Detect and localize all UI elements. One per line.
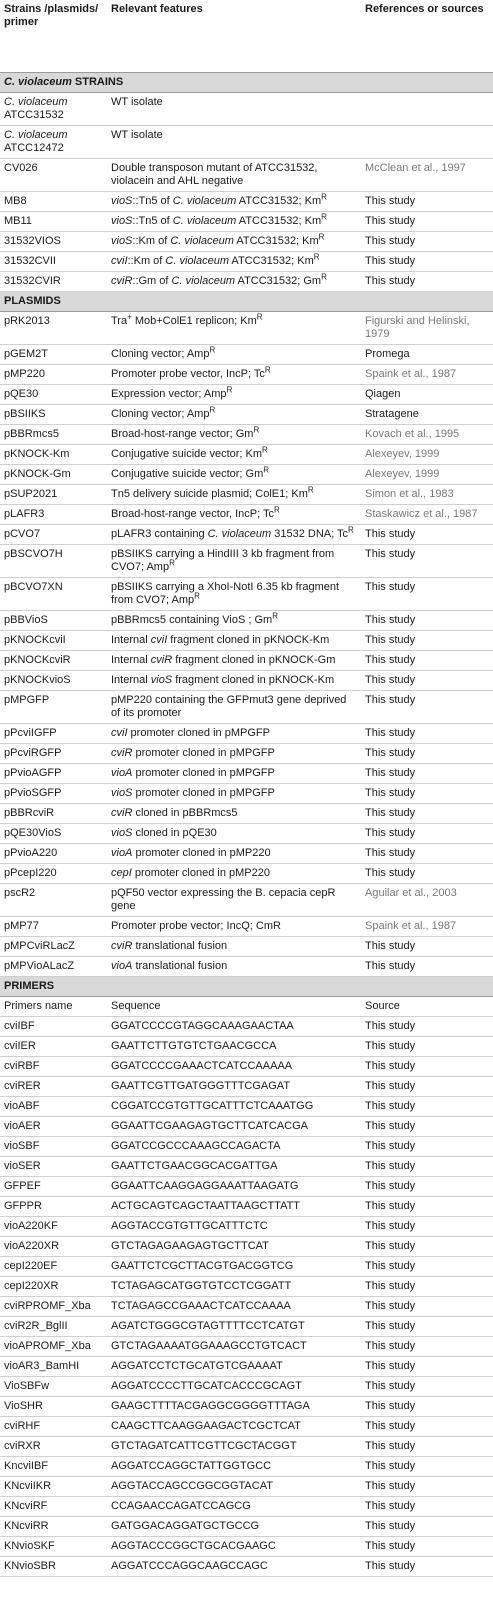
- reference-cell: This study: [361, 670, 493, 690]
- strain-name-cell: VioSHR: [0, 1396, 107, 1416]
- table-row: [0, 1556, 493, 1576]
- reference-cell: This study: [361, 1476, 493, 1496]
- features-cell: GAATTCTGAACGGCACGATTGA: [107, 1156, 361, 1176]
- table-row: [0, 1216, 493, 1236]
- reference-cell: This study: [361, 1116, 493, 1136]
- strain-name-cell: cviIER: [0, 1036, 107, 1056]
- strain-name-cell: cviRPROMF_Xba: [0, 1296, 107, 1316]
- strain-name-cell: pKNOCKvioS: [0, 670, 107, 690]
- strain-name-cell: C. violaceum ATCC31532: [0, 92, 107, 125]
- table-row: [0, 956, 493, 976]
- strain-name-cell: cviRHF: [0, 1416, 107, 1436]
- reference-cell: This study: [361, 1536, 493, 1556]
- reference-cell: This study: [361, 630, 493, 650]
- primer-subheader-cell: Primers name: [0, 996, 107, 1016]
- strain-name-cell: GFPEF: [0, 1176, 107, 1196]
- strain-name-cell: pPvioAGFP: [0, 763, 107, 783]
- section-header-row: [0, 976, 493, 996]
- strain-name-cell: pCVO7: [0, 524, 107, 544]
- features-cell: vioS::Tn5 of C. violaceum ATCC31532; $Km^R$: [107, 191, 361, 211]
- table-row: [0, 723, 493, 743]
- primer-subheader-cell: Source: [361, 996, 493, 1016]
- table-body: [0, 72, 493, 1576]
- features-cell: CGGATCCGTGTTGCATTTCTCAAATGG: [107, 1096, 361, 1116]
- features-cell: cviR::Gm of C. violaceum ATCC31532; $Gm^R$: [107, 271, 361, 291]
- strain-name-cell: cepI220XR: [0, 1276, 107, 1296]
- features-cell: WT isolate: [107, 92, 361, 125]
- reference-cell: This study: [361, 1216, 493, 1236]
- strain-name-cell: VioSBFw: [0, 1376, 107, 1396]
- table-row: [0, 1456, 493, 1476]
- reference-cell: This study: [361, 211, 493, 231]
- strain-name-cell: pMPVioALacZ: [0, 956, 107, 976]
- strain-name-cell: pKNOCKcviI: [0, 630, 107, 650]
- table-row: [0, 1156, 493, 1176]
- reference-cell: Stratagene: [361, 404, 493, 424]
- features-cell: Promoter probe vector; IncQ; CmR: [107, 916, 361, 936]
- strain-name-cell: KNcviIKR: [0, 1476, 107, 1496]
- strain-name-cell: pQE30VioS: [0, 823, 107, 843]
- table-row: [0, 404, 493, 424]
- features-cell: GTCTAGATCATTCGTTCGCTACGGT: [107, 1436, 361, 1456]
- features-cell: Broad-host-range vector, IncP; $Tc^R$: [107, 504, 361, 524]
- table-row: [0, 211, 493, 231]
- table-row: [0, 1096, 493, 1116]
- features-cell: GGAATTCGAAGAGTGCTTCATCACGA: [107, 1116, 361, 1136]
- table-row: [0, 763, 493, 783]
- table-row: [0, 1136, 493, 1156]
- strain-name-cell: pBSCVO7H: [0, 544, 107, 577]
- strain-name-cell: KNvioSBR: [0, 1556, 107, 1576]
- features-cell: AGGATCCTCTGCATGTCGAAAAT: [107, 1356, 361, 1376]
- table-row: [0, 464, 493, 484]
- reference-cell[interactable]: Spaink et al., 1987: [361, 364, 493, 384]
- strain-name-cell: pKNOCKcviR: [0, 650, 107, 670]
- features-cell: cviI promoter cloned in pMPGFP: [107, 723, 361, 743]
- table-row: [0, 1396, 493, 1416]
- reference-cell[interactable]: McClean et al., 1997: [361, 158, 493, 191]
- strain-name-cell: pQE30: [0, 384, 107, 404]
- features-cell: ACTGCAGTCAGCTAATTAAGCTTATT: [107, 1196, 361, 1216]
- reference-cell[interactable]: Figurski and Helinski, 1979: [361, 311, 493, 344]
- features-cell: CAAGCTTCAAGGAAGACTCGCTCAT: [107, 1416, 361, 1436]
- strain-name-cell: C. violaceum ATCC12472: [0, 125, 107, 158]
- features-cell: WT isolate: [107, 125, 361, 158]
- strain-name-cell: KncviIBF: [0, 1456, 107, 1476]
- features-cell: Internal vioS fragment cloned in pKNOCK-Km: [107, 670, 361, 690]
- table-row: [0, 690, 493, 723]
- reference-cell: This study: [361, 1396, 493, 1416]
- strain-name-cell: pscR2: [0, 883, 107, 916]
- features-cell: pMP220 containing the GFPmut3 gene deprived of its promoter: [107, 690, 361, 723]
- reference-cell: This study: [361, 577, 493, 610]
- reference-cell: This study: [361, 1556, 493, 1576]
- features-cell: AGGTACCGTGTTGCATTTCTC: [107, 1216, 361, 1236]
- table-row: [0, 231, 493, 251]
- features-cell: vioA promoter cloned in pMP220: [107, 843, 361, 863]
- section-header-row: [0, 291, 493, 311]
- table-row: [0, 936, 493, 956]
- features-cell: pBSIIKS carrying a HindIII 3 kb fragment from CVO7; Amp$^R$: [107, 544, 361, 577]
- reference-cell: This study: [361, 1336, 493, 1356]
- table-row: [0, 1316, 493, 1336]
- table-row: [0, 650, 493, 670]
- table-row: [0, 1256, 493, 1276]
- table-row: [0, 843, 493, 863]
- strain-name-cell: pBSIIKS: [0, 404, 107, 424]
- reference-cell: This study: [361, 863, 493, 883]
- table-row: [0, 1416, 493, 1436]
- reference-cell: This study: [361, 803, 493, 823]
- features-cell: Double transposon mutant of ATCC31532, violacein and AHL negative: [107, 158, 361, 191]
- strain-name-cell: KNvioSKF: [0, 1536, 107, 1556]
- features-cell: TCTAGAGCATGGTGTCCTCGGATT: [107, 1276, 361, 1296]
- features-cell: vioA translational fusion: [107, 956, 361, 976]
- header-features: Relevant features: [111, 3, 203, 15]
- reference-cell: This study: [361, 1056, 493, 1076]
- table-row: [0, 311, 493, 344]
- table-row: [0, 1376, 493, 1396]
- table-row: [0, 783, 493, 803]
- reference-cell: This study: [361, 936, 493, 956]
- strain-name-cell: cviRXR: [0, 1436, 107, 1456]
- reference-cell: This study: [361, 1196, 493, 1216]
- reference-cell: This study: [361, 1236, 493, 1256]
- table-row: [0, 524, 493, 544]
- strain-name-cell: vioAR3_BamHI: [0, 1356, 107, 1376]
- features-cell: Cloning vector; Amp$^R$: [107, 404, 361, 424]
- reference-cell: This study: [361, 1136, 493, 1156]
- table-row: [0, 1516, 493, 1536]
- strain-name-cell: pKNOCK-Gm: [0, 464, 107, 484]
- strain-name-cell: pLAFR3: [0, 504, 107, 524]
- features-cell: GTCTAGAAAATGGAAAGCCTGTCACT: [107, 1336, 361, 1356]
- table-row: [0, 670, 493, 690]
- reference-cell: This study: [361, 231, 493, 251]
- strain-name-cell: pGEM2T: [0, 344, 107, 364]
- reference-cell: This study: [361, 1176, 493, 1196]
- reference-cell: This study: [361, 191, 493, 211]
- table-row: [0, 1476, 493, 1496]
- reference-cell[interactable]: Aguilar et al., 2003: [361, 883, 493, 916]
- features-cell: GAATTCTCGCTTACGTGACGGTCG: [107, 1256, 361, 1276]
- table-row: [0, 1036, 493, 1056]
- reference-cell: This study: [361, 823, 493, 843]
- features-cell: Cloning vector; Amp$^R$: [107, 344, 361, 364]
- reference-cell: This study: [361, 1436, 493, 1456]
- strain-name-cell: cviRER: [0, 1076, 107, 1096]
- features-cell: TCTAGAGCCGAAACTCATCCAAAA: [107, 1296, 361, 1316]
- table-row: [0, 916, 493, 936]
- strain-name-cell: pRK2013: [0, 311, 107, 344]
- strain-name-cell: pKNOCK-Km: [0, 444, 107, 464]
- strain-name-cell: pMPGFP: [0, 690, 107, 723]
- table-row: [0, 158, 493, 191]
- strain-name-cell: vioAER: [0, 1116, 107, 1136]
- strain-name-cell: pPcviRGFP: [0, 743, 107, 763]
- reference-cell[interactable]: Staskawicz et al., 1987: [361, 504, 493, 524]
- reference-cell[interactable]: Kovach et al., 1995: [361, 424, 493, 444]
- table-row: [0, 384, 493, 404]
- features-cell: AGGATCCCCTTGCATCACCCGCAGT: [107, 1376, 361, 1396]
- table-row: [0, 1436, 493, 1456]
- header-references: References or sources: [365, 3, 484, 15]
- features-cell: GGATCCGCCCAAAGCCAGACTA: [107, 1136, 361, 1156]
- table-row: [0, 883, 493, 916]
- strain-name-cell: vioAPROMF_Xba: [0, 1336, 107, 1356]
- reference-cell: This study: [361, 1016, 493, 1036]
- table-row: [0, 444, 493, 464]
- reference-cell: [361, 125, 493, 158]
- strain-name-cell: cviRBF: [0, 1056, 107, 1076]
- reference-cell: This study: [361, 1256, 493, 1276]
- reference-cell: This study: [361, 1416, 493, 1436]
- features-cell: vioS promoter cloned in pMPGFP: [107, 783, 361, 803]
- strain-name-cell: pPvioSGFP: [0, 783, 107, 803]
- features-cell: cviR translational fusion: [107, 936, 361, 956]
- table-row: [0, 863, 493, 883]
- features-cell: vioS cloned in pQE30: [107, 823, 361, 843]
- table-row: [0, 1176, 493, 1196]
- reference-cell: This study: [361, 743, 493, 763]
- features-cell: AGATCTGGGCGTAGTTTTCCTCATGT: [107, 1316, 361, 1336]
- table-row: [0, 1016, 493, 1036]
- section-title: PRIMERS: [0, 976, 493, 996]
- reference-cell: This study: [361, 544, 493, 577]
- strain-name-cell: CV026: [0, 158, 107, 191]
- strain-name-cell: 31532CVII: [0, 251, 107, 271]
- table-row: [0, 630, 493, 650]
- table-row: [0, 125, 493, 158]
- reference-cell: This study: [361, 1076, 493, 1096]
- features-cell: Broad-host-range vector; $Gm^R$: [107, 424, 361, 444]
- table-row: [0, 544, 493, 577]
- table-row: [0, 743, 493, 763]
- table-row: [0, 1076, 493, 1096]
- reference-cell[interactable]: Spaink et al., 1987: [361, 916, 493, 936]
- strain-name-cell: vioABF: [0, 1096, 107, 1116]
- strain-name-cell: pPcepI220: [0, 863, 107, 883]
- strain-name-cell: MB8: [0, 191, 107, 211]
- strain-name-cell: pMP220: [0, 364, 107, 384]
- table-row: [0, 344, 493, 364]
- reference-cell: This study: [361, 1156, 493, 1176]
- table-row: [0, 1236, 493, 1256]
- reference-cell: This study: [361, 271, 493, 291]
- features-cell: GAAGCTTTTACGAGGCGGGGTTTAGA: [107, 1396, 361, 1416]
- section-title: PLASMIDS: [0, 291, 493, 311]
- section-title: C. violaceum STRAINS: [0, 72, 493, 92]
- features-cell: AGGTACCAGCCGGCGGTACAT: [107, 1476, 361, 1496]
- features-cell: vioA promoter cloned in pMPGFP: [107, 763, 361, 783]
- features-cell: pLAFR3 containing C. violaceum 31532 DNA; $Tc^R$: [107, 524, 361, 544]
- reference-cell[interactable]: Simon et al., 1983: [361, 484, 493, 504]
- table-row: [0, 191, 493, 211]
- features-cell: cviR promoter cloned in pMPGFP: [107, 743, 361, 763]
- section-header-row: [0, 72, 493, 92]
- reference-cell: This study: [361, 1356, 493, 1376]
- table-row: [0, 504, 493, 524]
- strain-name-cell: vioA220XR: [0, 1236, 107, 1256]
- features-cell: pQF50 vector expressing the B. cepacia cepR gene: [107, 883, 361, 916]
- features-cell: AGGTACCCGGCTGCACGAAGC: [107, 1536, 361, 1556]
- table-row: [0, 271, 493, 291]
- features-cell: Tn5 delivery suicide plasmid; ColE1; $Km^R$: [107, 484, 361, 504]
- features-cell: Promoter probe vector, IncP; $Tc^R$: [107, 364, 361, 384]
- strain-name-cell: pMPCviRLacZ: [0, 936, 107, 956]
- table-row: [0, 1056, 493, 1076]
- reference-cell: This study: [361, 1456, 493, 1476]
- features-cell: pBBRmcs5 containing VioS ; $Gm^R$: [107, 610, 361, 630]
- header-strains: Strains /plasmids/ primer: [4, 3, 99, 28]
- features-cell: cviR cloned in pBBRmcs5: [107, 803, 361, 823]
- reference-cell: This study: [361, 1316, 493, 1336]
- strain-name-cell: pMP77: [0, 916, 107, 936]
- strain-name-cell: 31532VIOS: [0, 231, 107, 251]
- table-row: [0, 1356, 493, 1376]
- reference-cell: Promega: [361, 344, 493, 364]
- table-row: [0, 251, 493, 271]
- table-row: [0, 610, 493, 630]
- table-row: [0, 92, 493, 125]
- reference-cell[interactable]: Alexeyev, 1999: [361, 464, 493, 484]
- table-row: [0, 1116, 493, 1136]
- reference-cell[interactable]: Alexeyev, 1999: [361, 444, 493, 464]
- reference-cell: This study: [361, 843, 493, 863]
- table-row: [0, 1296, 493, 1316]
- table-row: [0, 577, 493, 610]
- reference-cell: This study: [361, 690, 493, 723]
- reference-cell: This study: [361, 723, 493, 743]
- features-cell: Tra+ Mob+ColE1 replicon; $Km^R$: [107, 311, 361, 344]
- reference-cell: This study: [361, 1376, 493, 1396]
- features-cell: GAATTCGTTGATGGGTTTCGAGAT: [107, 1076, 361, 1096]
- features-cell: GTCTAGAGAAGAGTGCTTCAT: [107, 1236, 361, 1256]
- features-cell: GGAATTCAAGGAGGAAATTAAGATG: [107, 1176, 361, 1196]
- primer-subheader-row: [0, 996, 493, 1016]
- reference-cell: This study: [361, 524, 493, 544]
- table-row: [0, 364, 493, 384]
- table-row: [0, 1276, 493, 1296]
- table-row: [0, 1336, 493, 1356]
- features-cell: GAATTCTTGTGTCTGAACGCCA: [107, 1036, 361, 1056]
- features-cell: Expression vector; Amp$^R$: [107, 384, 361, 404]
- features-cell: CCAGAACCAGATCCAGCG: [107, 1496, 361, 1516]
- table-row: [0, 424, 493, 444]
- reference-cell: This study: [361, 763, 493, 783]
- reference-cell: This study: [361, 1096, 493, 1116]
- reference-cell: [361, 92, 493, 125]
- reference-cell: This study: [361, 610, 493, 630]
- features-cell: vioS::Tn5 of C. violaceum ATCC31532; $Km^R$: [107, 211, 361, 231]
- features-cell: GATGGACAGGATGCTGCCG: [107, 1516, 361, 1536]
- reference-cell: This study: [361, 650, 493, 670]
- reference-cell: This study: [361, 1296, 493, 1316]
- table-row: [0, 803, 493, 823]
- features-cell: Internal cviR fragment cloned in pKNOCK-Gm: [107, 650, 361, 670]
- features-cell: Conjugative suicide vector; $Gm^R$: [107, 464, 361, 484]
- features-cell: AGGATCCAGGCTATTGGTGCC: [107, 1456, 361, 1476]
- table-row: [0, 1536, 493, 1556]
- strain-name-cell: 31532CVIR: [0, 271, 107, 291]
- strain-name-cell: pPcviIGFP: [0, 723, 107, 743]
- strain-name-cell: cepI220EF: [0, 1256, 107, 1276]
- reference-cell: Qiagen: [361, 384, 493, 404]
- strain-name-cell: pPvioA220: [0, 843, 107, 863]
- strain-name-cell: GFPPR: [0, 1196, 107, 1216]
- strain-name-cell: KNcviRR: [0, 1516, 107, 1536]
- features-cell: AGGATCCCAGGCAAGCCAGC: [107, 1556, 361, 1576]
- strain-name-cell: pBBRmcs5: [0, 424, 107, 444]
- features-cell: pBSIIKS carrying a XhoI-NotI 6.35 kb fragment from CVO7; Amp$^R$: [107, 577, 361, 610]
- reference-cell: This study: [361, 783, 493, 803]
- table-row: [0, 484, 493, 504]
- features-cell: cviI::Km of C. violaceum ATCC31532; $Km^R$: [107, 251, 361, 271]
- table-row: [0, 1496, 493, 1516]
- strain-name-cell: pSUP2021: [0, 484, 107, 504]
- reference-cell: This study: [361, 1276, 493, 1296]
- features-cell: GGATCCCCGTAGGCAAAGAACTAA: [107, 1016, 361, 1036]
- features-cell: cepI promoter cloned in pMP220: [107, 863, 361, 883]
- reference-cell: This study: [361, 1496, 493, 1516]
- reference-cell: This study: [361, 251, 493, 271]
- strain-name-cell: cviIBF: [0, 1016, 107, 1036]
- features-cell: vioS::Km of C. violaceum ATCC31532; $Km^R$: [107, 231, 361, 251]
- strain-name-cell: MB11: [0, 211, 107, 231]
- features-cell: Conjugative suicide vector; $Km^R$: [107, 444, 361, 464]
- table-header-row: [0, 0, 493, 72]
- reference-cell: This study: [361, 1516, 493, 1536]
- strain-name-cell: KNcviRF: [0, 1496, 107, 1516]
- strain-name-cell: pBBRcviR: [0, 803, 107, 823]
- strain-name-cell: vioA220KF: [0, 1216, 107, 1236]
- features-cell: GGATCCCCGAAACTCATCCAAAAA: [107, 1056, 361, 1076]
- strain-name-cell: pBBVioS: [0, 610, 107, 630]
- features-cell: Internal cviI fragment cloned in pKNOCK-Km: [107, 630, 361, 650]
- reference-cell: This study: [361, 956, 493, 976]
- reference-cell: This study: [361, 1036, 493, 1056]
- strain-name-cell: vioSER: [0, 1156, 107, 1176]
- strain-name-cell: pBCVO7XN: [0, 577, 107, 610]
- table-row: [0, 1196, 493, 1216]
- table-row: [0, 823, 493, 843]
- strain-name-cell: vioSBF: [0, 1136, 107, 1156]
- strain-name-cell: cviR2R_BglII: [0, 1316, 107, 1336]
- primer-subheader-cell: Sequence: [107, 996, 361, 1016]
